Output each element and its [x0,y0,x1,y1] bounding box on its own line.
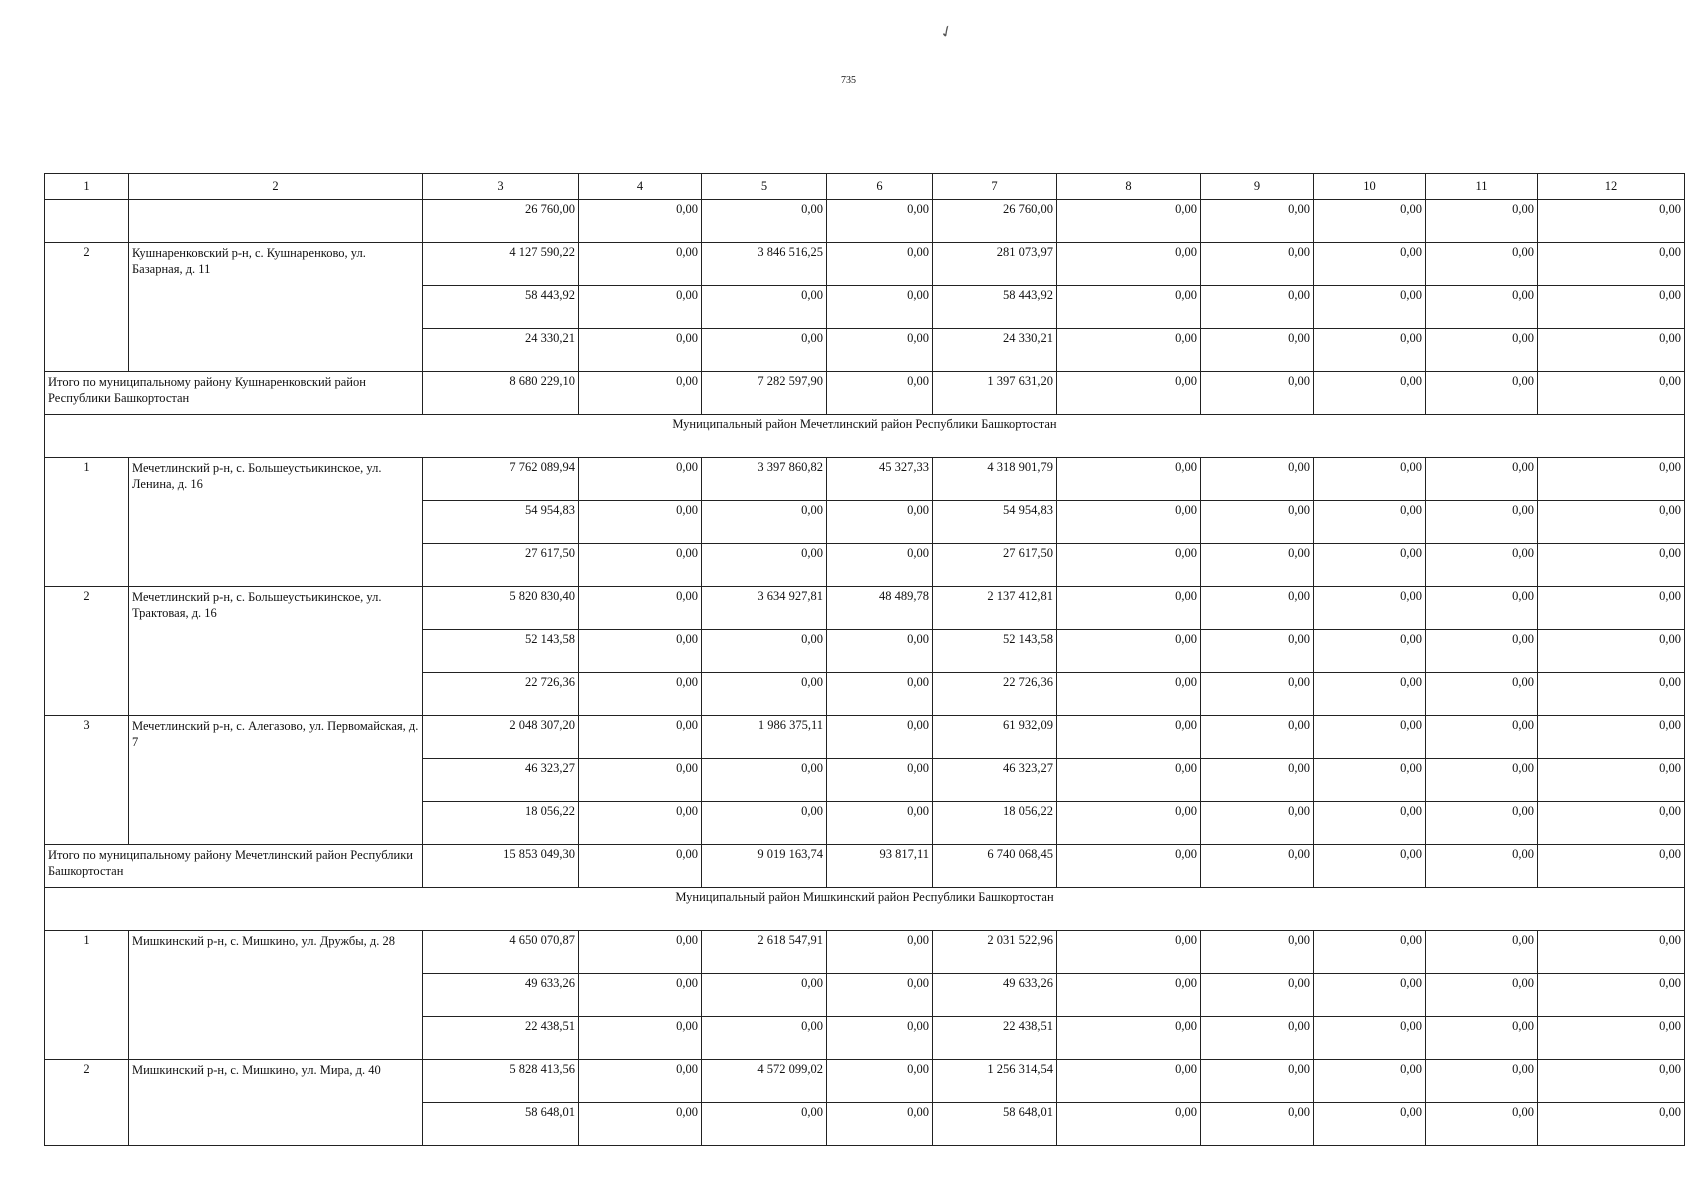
value-cell: 0,00 [1201,1060,1314,1103]
value-cell: 0,00 [702,1103,827,1146]
value-cell: 0,00 [579,1060,702,1103]
value-cell: 0,00 [1314,802,1426,845]
column-header: 1 [45,174,129,200]
address-cell: Мечетлинский р-н, с. Большеустьикинское, ул. Трактовая, д. 16 [129,587,423,716]
value-cell: 1 986 375,11 [702,716,827,759]
value-cell: 0,00 [1314,1060,1426,1103]
value-cell: 0,00 [1314,587,1426,630]
value-cell: 0,00 [1201,630,1314,673]
value-cell: 2 031 522,96 [933,931,1057,974]
value-cell: 0,00 [1057,931,1201,974]
value-cell: 52 143,58 [933,630,1057,673]
row-index-cell: 2 [45,1060,129,1146]
value-cell: 0,00 [1426,1017,1538,1060]
value-cell: 0,00 [1538,802,1685,845]
value-cell: 18 056,22 [933,802,1057,845]
value-cell: 0,00 [1201,759,1314,802]
value-cell: 0,00 [1057,329,1201,372]
column-header: 12 [1538,174,1685,200]
table-row [45,716,1685,759]
value-cell: 0,00 [1201,458,1314,501]
column-header: 6 [827,174,933,200]
value-cell: 48 489,78 [827,587,933,630]
value-cell: 0,00 [827,501,933,544]
value-cell: 0,00 [1538,931,1685,974]
value-cell: 0,00 [1538,501,1685,544]
value-cell: 0,00 [1057,630,1201,673]
value-cell: 0,00 [1538,329,1685,372]
column-header: 9 [1201,174,1314,200]
value-cell: 0,00 [579,802,702,845]
value-cell: 0,00 [1314,501,1426,544]
value-cell: 0,00 [1426,759,1538,802]
value-cell: 0,00 [1426,1103,1538,1146]
value-cell: 3 634 927,81 [702,587,827,630]
value-cell: 0,00 [702,630,827,673]
column-header: 8 [1057,174,1201,200]
value-cell: 0,00 [1538,630,1685,673]
value-cell: 0,00 [1538,458,1685,501]
value-cell: 0,00 [1538,759,1685,802]
value-cell: 0,00 [1426,845,1538,888]
value-cell: 0,00 [1201,243,1314,286]
value-cell: 0,00 [579,200,702,243]
value-cell: 0,00 [579,286,702,329]
value-cell: 0,00 [827,243,933,286]
value-cell: 0,00 [827,716,933,759]
value-cell: 0,00 [1057,286,1201,329]
value-cell: 58 648,01 [423,1103,579,1146]
value-cell: 0,00 [1314,329,1426,372]
value-cell: 0,00 [1057,458,1201,501]
value-cell: 4 127 590,22 [423,243,579,286]
value-cell: 0,00 [1201,974,1314,1017]
value-cell: 0,00 [579,673,702,716]
value-cell: 0,00 [827,329,933,372]
value-cell: 46 323,27 [423,759,579,802]
value-cell: 3 846 516,25 [702,243,827,286]
value-cell: 0,00 [827,759,933,802]
value-cell: 0,00 [1314,716,1426,759]
value-cell: 46 323,27 [933,759,1057,802]
value-cell: 0,00 [1314,974,1426,1017]
value-cell: 0,00 [579,329,702,372]
value-cell: 22 438,51 [423,1017,579,1060]
value-cell: 7 282 597,90 [702,372,827,415]
value-cell: 0,00 [1538,974,1685,1017]
value-cell: 18 056,22 [423,802,579,845]
table-row [45,243,1685,286]
value-cell: 27 617,50 [933,544,1057,587]
value-cell: 0,00 [827,544,933,587]
value-cell: 0,00 [702,501,827,544]
value-cell: 0,00 [1538,587,1685,630]
value-cell: 0,00 [1314,1103,1426,1146]
total-row [45,845,1685,888]
value-cell: 0,00 [1201,200,1314,243]
value-cell: 0,00 [1201,1103,1314,1146]
total-row [45,372,1685,415]
table-body [45,200,1685,1146]
column-header: 7 [933,174,1057,200]
value-cell: 4 318 901,79 [933,458,1057,501]
column-header: 2 [129,174,423,200]
value-cell: 4 572 099,02 [702,1060,827,1103]
value-cell: 49 633,26 [423,974,579,1017]
value-cell: 0,00 [579,544,702,587]
value-cell: 0,00 [702,974,827,1017]
row-index-cell: 2 [45,587,129,716]
value-cell: 0,00 [1426,716,1538,759]
value-cell: 0,00 [1057,974,1201,1017]
value-cell: 0,00 [1538,372,1685,415]
value-cell: 0,00 [1426,1060,1538,1103]
value-cell: 52 143,58 [423,630,579,673]
section-row [45,415,1685,458]
value-cell: 0,00 [1201,587,1314,630]
section-title: Муниципальный район Мишкинский район Республики Башкортостан [45,888,1685,931]
value-cell: 22 726,36 [423,673,579,716]
value-cell: 0,00 [579,716,702,759]
value-cell: 0,00 [702,802,827,845]
address-cell [129,200,423,243]
value-cell: 0,00 [1057,243,1201,286]
value-cell: 2 618 547,91 [702,931,827,974]
address-cell: Мишкинский р-н, с. Мишкино, ул. Дружбы, д. 28 [129,931,423,1060]
value-cell: 0,00 [1314,243,1426,286]
value-cell: 7 762 089,94 [423,458,579,501]
value-cell: 281 073,97 [933,243,1057,286]
value-cell: 0,00 [1201,716,1314,759]
value-cell: 58 443,92 [933,286,1057,329]
value-cell: 0,00 [579,630,702,673]
value-cell: 0,00 [827,802,933,845]
table-row [45,931,1685,974]
value-cell: 0,00 [1426,200,1538,243]
value-cell: 0,00 [1057,587,1201,630]
value-cell: 0,00 [1314,200,1426,243]
value-cell: 61 932,09 [933,716,1057,759]
value-cell: 0,00 [579,1103,702,1146]
value-cell: 0,00 [702,673,827,716]
row-index-cell: 3 [45,716,129,845]
value-cell: 2 137 412,81 [933,587,1057,630]
row-index-cell: 1 [45,458,129,587]
value-cell: 0,00 [1057,802,1201,845]
value-cell: 0,00 [1201,372,1314,415]
section-title: Муниципальный район Мечетлинский район Республики Башкортостан [45,415,1685,458]
column-header: 3 [423,174,579,200]
value-cell: 45 327,33 [827,458,933,501]
value-cell: 0,00 [1426,329,1538,372]
table-row [45,587,1685,630]
value-cell: 0,00 [1538,673,1685,716]
data-table [44,173,1685,1146]
value-cell: 0,00 [1201,544,1314,587]
value-cell: 5 828 413,56 [423,1060,579,1103]
value-cell: 0,00 [1057,1017,1201,1060]
row-index-cell: 2 [45,243,129,372]
value-cell: 0,00 [1538,716,1685,759]
value-cell: 0,00 [1057,845,1201,888]
page-number: 735 [841,75,856,86]
value-cell: 0,00 [1538,1017,1685,1060]
value-cell: 0,00 [1426,673,1538,716]
value-cell: 0,00 [1057,544,1201,587]
value-cell: 0,00 [827,1017,933,1060]
value-cell: 0,00 [827,931,933,974]
value-cell: 1 256 314,54 [933,1060,1057,1103]
value-cell: 0,00 [1426,974,1538,1017]
handwritten-mark: ✓ [937,21,957,43]
value-cell: 0,00 [1538,845,1685,888]
value-cell: 0,00 [1426,802,1538,845]
value-cell: 49 633,26 [933,974,1057,1017]
value-cell: 6 740 068,45 [933,845,1057,888]
value-cell: 0,00 [579,759,702,802]
value-cell: 0,00 [579,974,702,1017]
value-cell: 0,00 [1426,931,1538,974]
value-cell: 0,00 [1538,243,1685,286]
value-cell: 0,00 [827,372,933,415]
value-cell: 8 680 229,10 [423,372,579,415]
value-cell: 0,00 [1314,673,1426,716]
value-cell: 24 330,21 [933,329,1057,372]
value-cell: 0,00 [579,501,702,544]
value-cell: 15 853 049,30 [423,845,579,888]
value-cell: 0,00 [1314,759,1426,802]
value-cell: 0,00 [579,845,702,888]
value-cell: 0,00 [1057,501,1201,544]
value-cell: 0,00 [1057,759,1201,802]
value-cell: 0,00 [1314,286,1426,329]
row-index-cell: 1 [45,931,129,1060]
row-index-cell [45,200,129,243]
value-cell: 0,00 [827,630,933,673]
value-cell: 0,00 [579,458,702,501]
value-cell: 0,00 [1538,286,1685,329]
value-cell: 58 443,92 [423,286,579,329]
value-cell: 0,00 [1057,372,1201,415]
value-cell: 26 760,00 [423,200,579,243]
value-cell: 0,00 [702,329,827,372]
column-header: 10 [1314,174,1426,200]
value-cell: 0,00 [579,931,702,974]
value-cell: 54 954,83 [423,501,579,544]
value-cell: 0,00 [1426,243,1538,286]
value-cell: 0,00 [827,200,933,243]
value-cell: 0,00 [1426,587,1538,630]
value-cell: 0,00 [1538,1060,1685,1103]
value-cell: 0,00 [1314,458,1426,501]
value-cell: 0,00 [1314,544,1426,587]
value-cell: 22 438,51 [933,1017,1057,1060]
value-cell: 58 648,01 [933,1103,1057,1146]
value-cell: 9 019 163,74 [702,845,827,888]
value-cell: 27 617,50 [423,544,579,587]
table-row [45,1060,1685,1103]
address-cell: Мишкинский р-н, с. Мишкино, ул. Мира, д. 40 [129,1060,423,1146]
value-cell: 0,00 [827,1060,933,1103]
value-cell: 0,00 [702,286,827,329]
value-cell: 26 760,00 [933,200,1057,243]
value-cell: 0,00 [827,1103,933,1146]
total-label-cell: Итого по муниципальному району Мечетлинский район Республики Башкортостан [45,845,423,888]
value-cell: 0,00 [1314,630,1426,673]
value-cell: 0,00 [1426,286,1538,329]
value-cell: 1 397 631,20 [933,372,1057,415]
value-cell: 0,00 [1314,845,1426,888]
value-cell: 5 820 830,40 [423,587,579,630]
value-cell: 0,00 [702,200,827,243]
value-cell: 0,00 [702,1017,827,1060]
column-header: 11 [1426,174,1538,200]
value-cell: 22 726,36 [933,673,1057,716]
address-cell: Мечетлинский р-н, с. Большеустьикинское, ул. Ленина, д. 16 [129,458,423,587]
value-cell: 4 650 070,87 [423,931,579,974]
value-cell: 2 048 307,20 [423,716,579,759]
value-cell: 0,00 [1538,544,1685,587]
value-cell: 0,00 [1201,931,1314,974]
value-cell: 0,00 [702,759,827,802]
value-cell: 0,00 [1201,673,1314,716]
value-cell: 54 954,83 [933,501,1057,544]
value-cell: 0,00 [1057,1103,1201,1146]
address-cell: Кушнаренковский р-н, с. Кушнаренково, ул. Базарная, д. 11 [129,243,423,372]
column-header: 5 [702,174,827,200]
section-row [45,888,1685,931]
value-cell: 0,00 [1201,329,1314,372]
value-cell: 3 397 860,82 [702,458,827,501]
value-cell: 93 817,11 [827,845,933,888]
value-cell: 0,00 [1201,845,1314,888]
table-row [45,200,1685,243]
total-label-cell: Итого по муниципальному району Кушнаренковский район Республики Башкортостан [45,372,423,415]
table-row [45,458,1685,501]
value-cell: 0,00 [1426,544,1538,587]
value-cell: 0,00 [1426,458,1538,501]
value-cell: 0,00 [1201,802,1314,845]
value-cell: 0,00 [1538,1103,1685,1146]
value-cell: 0,00 [1057,716,1201,759]
value-cell: 0,00 [702,544,827,587]
value-cell: 0,00 [1201,1017,1314,1060]
header-row [45,174,1685,200]
value-cell: 0,00 [827,286,933,329]
value-cell: 0,00 [579,587,702,630]
value-cell: 0,00 [1538,200,1685,243]
value-cell: 0,00 [1314,372,1426,415]
value-cell: 0,00 [1057,1060,1201,1103]
address-cell: Мечетлинский р-н, с. Алегазово, ул. Первомайская, д. 7 [129,716,423,845]
value-cell: 0,00 [1057,200,1201,243]
value-cell: 0,00 [579,1017,702,1060]
value-cell: 0,00 [1057,673,1201,716]
value-cell: 0,00 [579,243,702,286]
value-cell: 24 330,21 [423,329,579,372]
value-cell: 0,00 [579,372,702,415]
value-cell: 0,00 [1314,931,1426,974]
value-cell: 0,00 [1426,372,1538,415]
column-header: 4 [579,174,702,200]
value-cell: 0,00 [827,974,933,1017]
value-cell: 0,00 [1201,286,1314,329]
value-cell: 0,00 [1426,501,1538,544]
value-cell: 0,00 [827,673,933,716]
value-cell: 0,00 [1426,630,1538,673]
value-cell: 0,00 [1201,501,1314,544]
value-cell: 0,00 [1314,1017,1426,1060]
